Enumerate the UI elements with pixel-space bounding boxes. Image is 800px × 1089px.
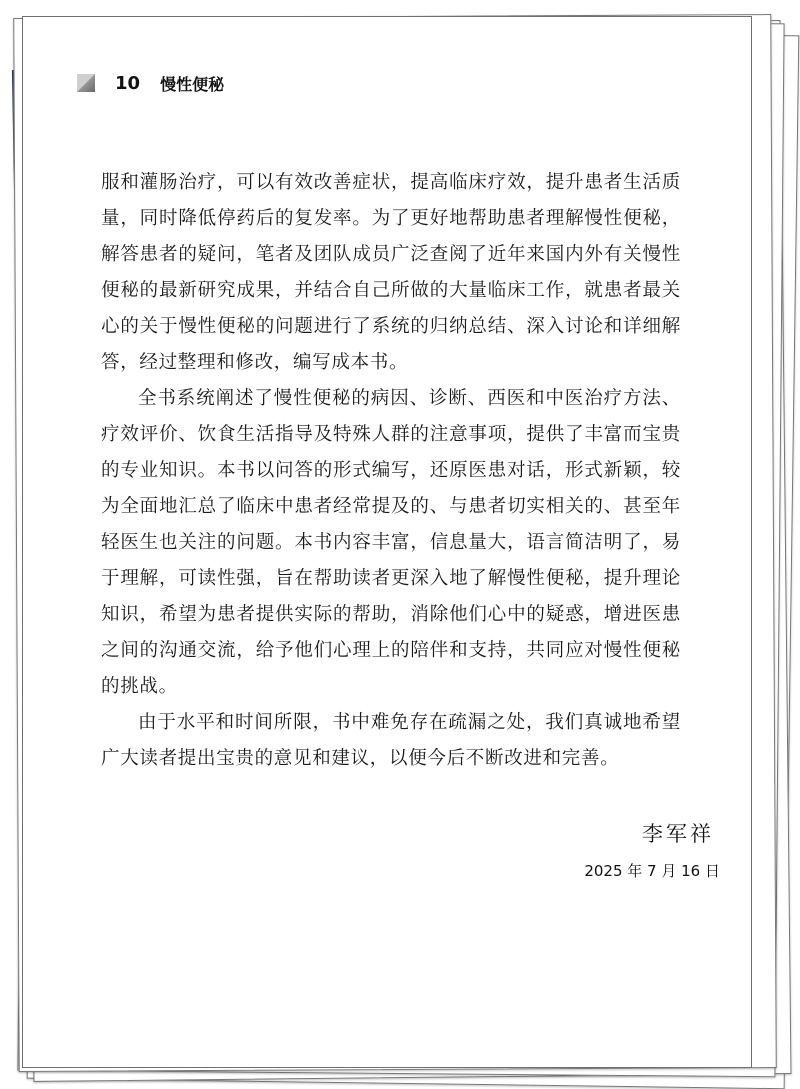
paragraph: 服和灌肠治疗，可以有效改善症状，提高临床疗效，提升患者生活质量，同时降低停药后的复发率。为了更好地帮助患者理解慢性便秘，解答患者的疑问，笔者及团队成员广泛查阅了近年来国内外有关慢性便秘的最新研究成果，并结合自己所做的大量临床工作，就患者最关心的关于慢性便秘的问题进行了系统的归纳总结、深入讨论和详细解答，经过整理和修改，编写成本书。 — [101, 172, 681, 373]
page-corner-icon — [77, 74, 95, 92]
paragraph: 全书系统阐述了慢性便秘的病因、诊断、西医和中医治疗方法、疗效评价、饮食生活指导及特殊人群的注意事项，提供了丰富而宝贵的专业知识。本书以问答的形式编写，还原医患对话，形式新颖，较为全面地汇总了临床中患者经常提及的、与患者切实相关的、甚至年轻医生也关注的问题。本书内容丰富，信息量大，语言简洁明了，易于理解，可读性强，旨在帮助读者更深入地了解慢性便秘，提升理论知识，希望为患者提供实际的帮助，消除他们心中的疑惑，增进医患之间的沟通交流，给予他们心理上的陪伴和支持，共同应对慢性便秘的挑战。 — [101, 388, 681, 697]
book-page — [22, 16, 752, 1068]
page-header — [77, 71, 224, 95]
author-signature: 李军祥 — [642, 822, 714, 846]
body-text — [101, 165, 681, 777]
signature-date: 2025 年 7 月 16 日 — [584, 862, 720, 880]
paragraph: 由于水平和时间所限，书中难免存在疏漏之处，我们真诚地希望广大读者提出宝贵的意见和建议，以便今后不断改进和完善。 — [101, 712, 681, 769]
page-number: 10 — [115, 72, 141, 94]
chapter-title: 慢性便秘 — [160, 74, 225, 94]
